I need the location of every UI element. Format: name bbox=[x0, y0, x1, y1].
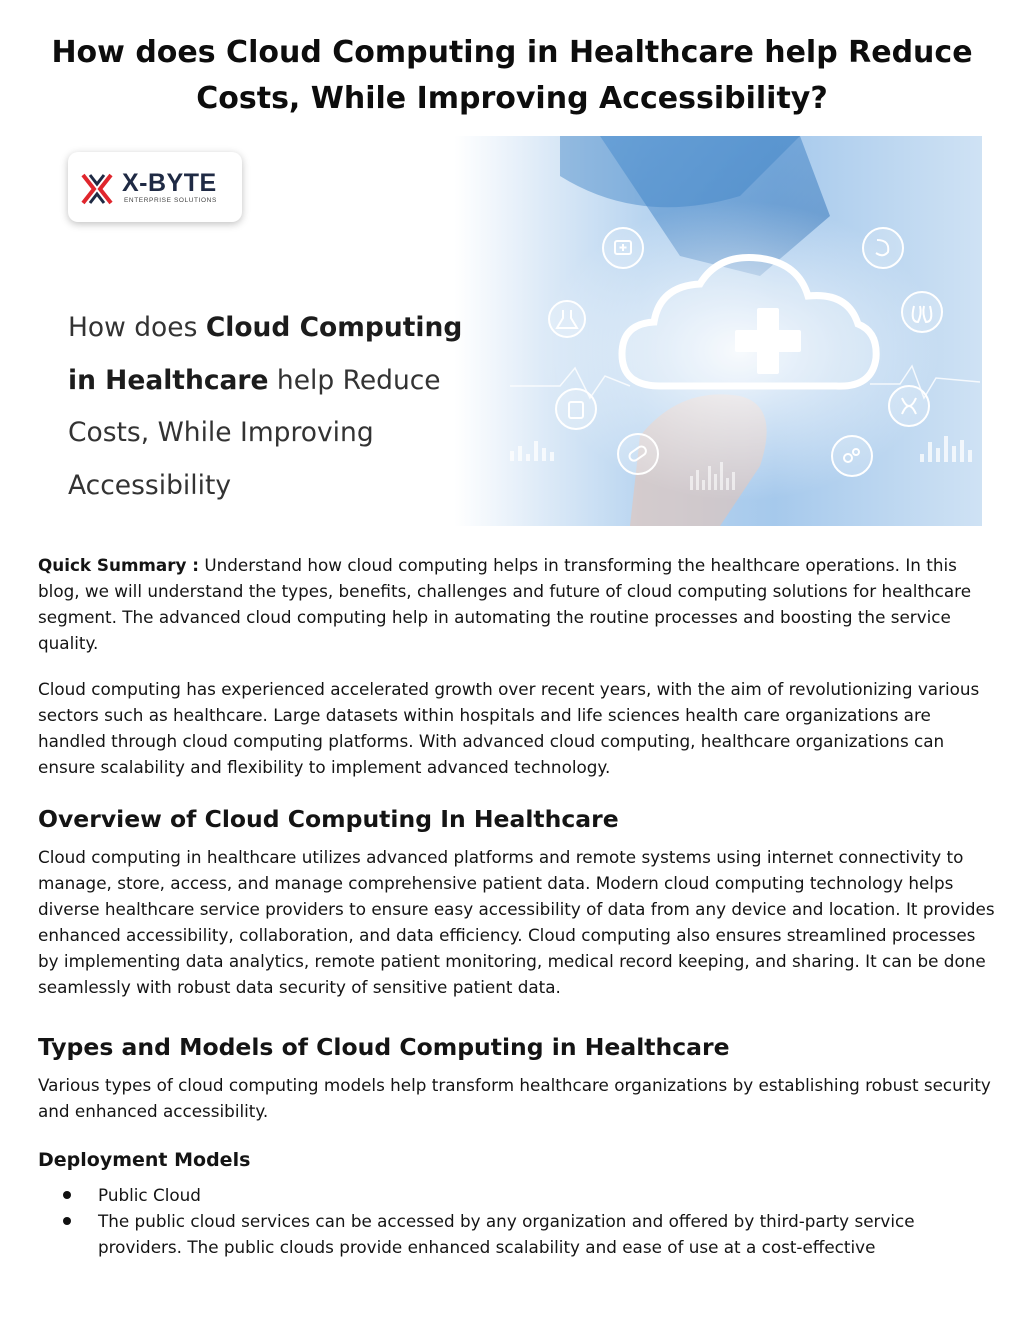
list-item bbox=[38, 1182, 1000, 1208]
deployment-list bbox=[38, 1182, 1000, 1260]
types-heading: Types and Models of Cloud Computing in Healthcare bbox=[38, 1033, 730, 1061]
hero-line-2a: in Healthcare bbox=[68, 364, 269, 396]
types-paragraph: Various types of cloud computing models help transform healthcare organizations by establishing robust security and enhanced accessibility. bbox=[38, 1075, 991, 1121]
flask-icon bbox=[549, 301, 585, 337]
x-byte-logo-icon bbox=[80, 172, 114, 206]
hero-line-2b: help Reduce bbox=[268, 364, 441, 396]
stomach-icon bbox=[863, 228, 903, 268]
hero-line-4: Accessibility bbox=[68, 469, 232, 501]
hero-banner bbox=[40, 136, 982, 526]
list-item bbox=[38, 1208, 1000, 1260]
intro-paragraph: Cloud computing has experienced accelerated growth over recent years, with the aim of revolutionizing various sectors such as healthcare. Large datasets within hospitals and life sciences health care organizations are handled through cloud computing platforms. With advanced cloud computing, healthcare organizations can ensure scalability and flexibility to implement advanced technology. bbox=[38, 679, 980, 777]
list-item-text: Public Cloud bbox=[98, 1185, 201, 1205]
logo-wordmark: X-BYTE bbox=[122, 169, 217, 197]
hero-headline bbox=[68, 302, 538, 512]
bar-graph-right bbox=[920, 436, 972, 462]
overview-heading: Overview of Cloud Computing In Healthcare bbox=[38, 805, 619, 833]
hero-line-1b: Cloud Computing bbox=[205, 312, 463, 343]
company-logo bbox=[68, 152, 242, 222]
quick-summary bbox=[38, 552, 1000, 656]
hero-line-1a: How does bbox=[68, 312, 206, 343]
quick-summary-label: Quick Summary : bbox=[38, 555, 200, 575]
hero-line-3: Costs, While Improving bbox=[68, 417, 374, 448]
list-item-text: The public cloud services can be accessed by any organization and offered by third-party service providers. The public clouds provide enhanced scalability and ease of use at a cost-effective bbox=[98, 1211, 915, 1257]
deployment-heading: Deployment Models bbox=[38, 1149, 251, 1171]
pill-capsule-icon bbox=[618, 434, 658, 474]
quick-summary-text: Understand how cloud computing helps in transforming the healthcare operations. In this blog, we will understand the types, benefits, challenges and future of cloud computing solutions for healthcare segment. The advanced cloud computing help in automating the routine processes and boosting the service quality. bbox=[38, 555, 972, 653]
article-body bbox=[38, 552, 1000, 1260]
overview-paragraph: Cloud computing in healthcare utilizes advanced platforms and remote systems using internet connectivity to manage, store, access, and manage comprehensive patient data. Modern cloud computing technology helps diverse healthcare service providers to ensure easy accessibility of data from any device and location. It provides enhanced accessibility, collaboration, and data efficiency. Cloud computing also ensures streamlined processes by implementing data analytics, remote patient monitoring, medical record keeping, and sharing. It can be done seamlessly with robust data security of sensitive patient data. bbox=[38, 847, 995, 997]
bullet-icon bbox=[63, 1191, 71, 1199]
logo-tagline: ENTERPRISE SOLUTIONS bbox=[124, 197, 217, 204]
bullet-icon bbox=[63, 1217, 71, 1225]
lungs-icon bbox=[902, 292, 942, 332]
pill-bottle-icon bbox=[556, 389, 596, 429]
page-title: How does Cloud Computing in Healthcare help Reduce Costs, While Improving Accessibility? bbox=[51, 35, 973, 116]
